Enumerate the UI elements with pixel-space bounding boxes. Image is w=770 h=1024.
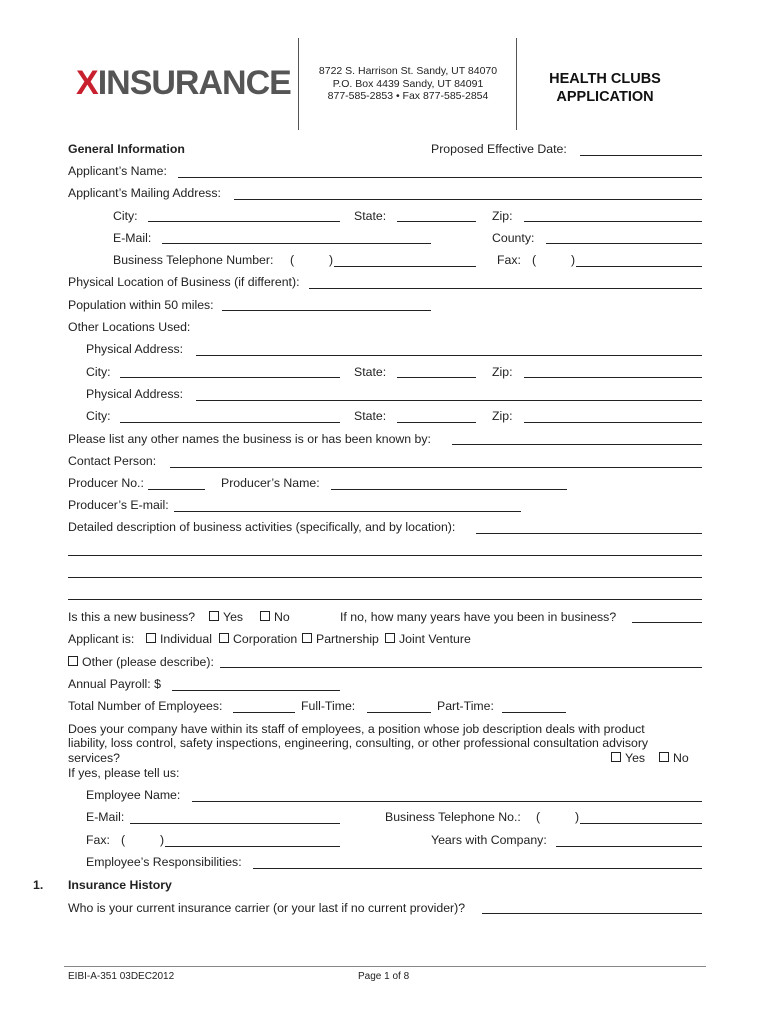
address-line-2: P.O. Box 4439 Sandy, UT 84091 <box>332 77 484 90</box>
address-line-1: 8722 S. Harrison St. Sandy, UT 84070 <box>318 65 498 77</box>
header-divider-left <box>298 38 299 130</box>
business-phone-label: Business Telephone Number: <box>113 253 274 267</box>
description-field-2[interactable] <box>68 555 702 556</box>
physical-address-field-1[interactable] <box>196 355 702 356</box>
employee-name-label: Employee Name: <box>86 788 181 802</box>
producer-name-label: Producer’s Name: <box>221 476 320 490</box>
population-field[interactable] <box>222 310 431 311</box>
state-label: State: <box>354 209 387 223</box>
no-checkbox[interactable] <box>260 611 270 621</box>
staff-no-label: No <box>673 751 689 765</box>
other-option[interactable] <box>68 655 214 669</box>
new-business-yes[interactable] <box>209 610 243 624</box>
email-label: E-Mail: <box>113 231 152 245</box>
fax-label: Fax: <box>497 253 521 267</box>
general-info-heading: General Information <box>68 142 185 156</box>
yes-label: Yes <box>223 610 244 624</box>
employee-email-field[interactable] <box>130 823 340 824</box>
physical-location-field[interactable] <box>309 288 702 289</box>
other-city-label-1: City: <box>86 365 111 379</box>
total-employees-field[interactable] <box>233 712 295 713</box>
physical-address-label-1: Physical Address: <box>86 342 184 356</box>
other-label: Other (please describe): <box>82 655 214 669</box>
staff-question-line2: liability, loss control, safety inspections, engineering, consulting, or other professional consultation advisory <box>68 736 649 750</box>
physical-address-label-2: Physical Address: <box>86 387 184 401</box>
corporation-option[interactable] <box>219 632 297 646</box>
part-time-field[interactable] <box>502 712 566 713</box>
description-field-4[interactable] <box>68 599 702 600</box>
other-zip-field-2[interactable] <box>524 422 702 423</box>
new-business-no[interactable] <box>260 610 290 624</box>
joint-venture-checkbox[interactable] <box>385 633 395 643</box>
other-names-field[interactable] <box>452 444 702 445</box>
years-in-business-field[interactable] <box>632 622 702 623</box>
annual-payroll-label: Annual Payroll: $ <box>68 677 161 691</box>
city-field[interactable] <box>148 221 340 222</box>
physical-address-field-2[interactable] <box>196 400 702 401</box>
full-time-field[interactable] <box>367 712 431 713</box>
contact-person-field[interactable] <box>170 467 702 468</box>
fax-paren-close: ) <box>571 253 576 267</box>
producer-name-field[interactable] <box>331 489 567 490</box>
corporation-label: Corporation <box>233 632 298 646</box>
applicant-name-field[interactable] <box>178 177 702 178</box>
zip-field[interactable] <box>524 221 702 222</box>
other-city-label-2: City: <box>86 409 111 423</box>
other-locations-label: Other Locations Used: <box>68 320 191 334</box>
other-zip-field-1[interactable] <box>524 377 702 378</box>
staff-question-line1: Does your company have within its staff of employees, a position whose job description deals with product <box>68 722 645 736</box>
insurance-history-heading: Insurance History <box>68 878 172 892</box>
logo-text: INSURANCE <box>97 64 291 102</box>
employee-fax-label: Fax: <box>86 833 110 847</box>
description-label: Detailed description of business activities (specifically, and by location): <box>68 520 456 534</box>
emp-fax-paren-open: ( <box>121 833 126 847</box>
emp-phone-paren-close: ) <box>575 810 580 824</box>
title-line-1: HEALTH CLUBS <box>549 71 661 87</box>
title-line-2: APPLICATION <box>556 89 654 105</box>
years-with-company-label: Years with Company: <box>431 833 547 847</box>
no-label: No <box>274 610 290 624</box>
form-title <box>525 70 685 106</box>
company-address <box>306 65 510 103</box>
employee-email-label: E-Mail: <box>86 810 125 824</box>
employee-fax-field[interactable] <box>165 846 340 847</box>
years-in-business-label: If no, how many years have you been in business? <box>340 610 617 624</box>
address-line-3: 877-585-2853 • Fax 877-585-2854 <box>327 90 489 102</box>
responsibilities-field[interactable] <box>253 868 702 869</box>
current-carrier-label: Who is your current insurance carrier (or your last if no current provider)? <box>68 901 466 915</box>
corporation-checkbox[interactable] <box>219 633 229 643</box>
other-zip-label-1: Zip: <box>492 365 513 379</box>
effective-date-field[interactable] <box>580 155 702 156</box>
header-divider-right <box>516 38 517 130</box>
other-describe-field[interactable] <box>220 667 702 668</box>
physical-location-label: Physical Location of Business (if different): <box>68 275 300 289</box>
footer-rule <box>64 966 706 967</box>
partnership-label: Partnership <box>316 632 379 646</box>
form-id: EIBI-A-351 03DEC2012 <box>68 971 175 982</box>
phone-paren-close: ) <box>329 253 334 267</box>
partnership-option[interactable] <box>302 632 379 646</box>
producer-no-field[interactable] <box>148 489 205 490</box>
producer-email-field[interactable] <box>174 511 521 512</box>
emp-fax-paren-close: ) <box>160 833 165 847</box>
county-field[interactable] <box>546 243 702 244</box>
other-names-label: Please list any other names the business is or has been known by: <box>68 432 431 446</box>
business-phone-no-label: Business Telephone No.: <box>385 810 521 824</box>
other-city-field-2[interactable] <box>120 422 340 423</box>
emp-phone-paren-open: ( <box>536 810 541 824</box>
individual-option[interactable] <box>146 632 212 646</box>
total-employees-label: Total Number of Employees: <box>68 699 223 713</box>
description-field-3[interactable] <box>68 577 702 578</box>
annual-payroll-field[interactable] <box>172 690 340 691</box>
staff-no-checkbox[interactable] <box>659 752 669 762</box>
staff-yes[interactable] <box>611 751 645 765</box>
years-with-company-field[interactable] <box>556 846 702 847</box>
applicant-name-label: Applicant’s Name: <box>68 164 167 178</box>
joint-venture-option[interactable] <box>385 632 471 646</box>
staff-yes-label: Yes <box>625 751 646 765</box>
full-time-label: Full-Time: <box>301 699 356 713</box>
staff-question-line3: services? <box>68 751 120 765</box>
mailing-address-field[interactable] <box>234 199 702 200</box>
part-time-label: Part-Time: <box>437 699 494 713</box>
applicant-is-label: Applicant is: <box>68 632 135 646</box>
individual-checkbox[interactable] <box>146 633 156 643</box>
description-field-1[interactable] <box>476 533 702 534</box>
county-label: County: <box>492 231 535 245</box>
producer-email-label: Producer’s E-mail: <box>68 498 169 512</box>
staff-yes-checkbox[interactable] <box>611 752 621 762</box>
employee-phone-field[interactable] <box>580 823 702 824</box>
effective-date-label: Proposed Effective Date: <box>431 142 567 156</box>
other-state-label-1: State: <box>354 365 387 379</box>
section-1-number: 1. <box>33 878 44 892</box>
email-field[interactable] <box>162 243 431 244</box>
yes-checkbox[interactable] <box>209 611 219 621</box>
xinsurance-logo <box>76 64 291 103</box>
contact-person-label: Contact Person: <box>68 454 157 468</box>
partnership-checkbox[interactable] <box>302 633 312 643</box>
phone-paren-open: ( <box>290 253 295 267</box>
other-state-field-1[interactable] <box>397 377 476 378</box>
business-phone-field[interactable] <box>334 266 476 267</box>
zip-label: Zip: <box>492 209 513 223</box>
city-label: City: <box>113 209 138 223</box>
responsibilities-label: Employee’s Responsibilities: <box>86 855 242 869</box>
new-business-label: Is this a new business? <box>68 610 196 624</box>
joint-venture-label: Joint Venture <box>399 632 471 646</box>
mailing-address-label: Applicant’s Mailing Address: <box>68 186 221 200</box>
fax-paren-open: ( <box>532 253 537 267</box>
other-city-field-1[interactable] <box>120 377 340 378</box>
individual-label: Individual <box>160 632 212 646</box>
fax-field[interactable] <box>576 266 702 267</box>
page-number: Page 1 of 8 <box>358 971 410 982</box>
other-zip-label-2: Zip: <box>492 409 513 423</box>
logo-x: X <box>76 64 98 102</box>
employee-name-field[interactable] <box>192 801 702 802</box>
current-carrier-field[interactable] <box>482 913 702 914</box>
state-field[interactable] <box>397 221 476 222</box>
producer-no-label: Producer No.: <box>68 476 144 490</box>
staff-no[interactable] <box>659 751 689 765</box>
other-state-field-2[interactable] <box>397 422 476 423</box>
other-state-label-2: State: <box>354 409 387 423</box>
population-label: Population within 50 miles: <box>68 298 214 312</box>
other-checkbox[interactable] <box>68 656 78 666</box>
if-yes-label: If yes, please tell us: <box>68 766 180 780</box>
